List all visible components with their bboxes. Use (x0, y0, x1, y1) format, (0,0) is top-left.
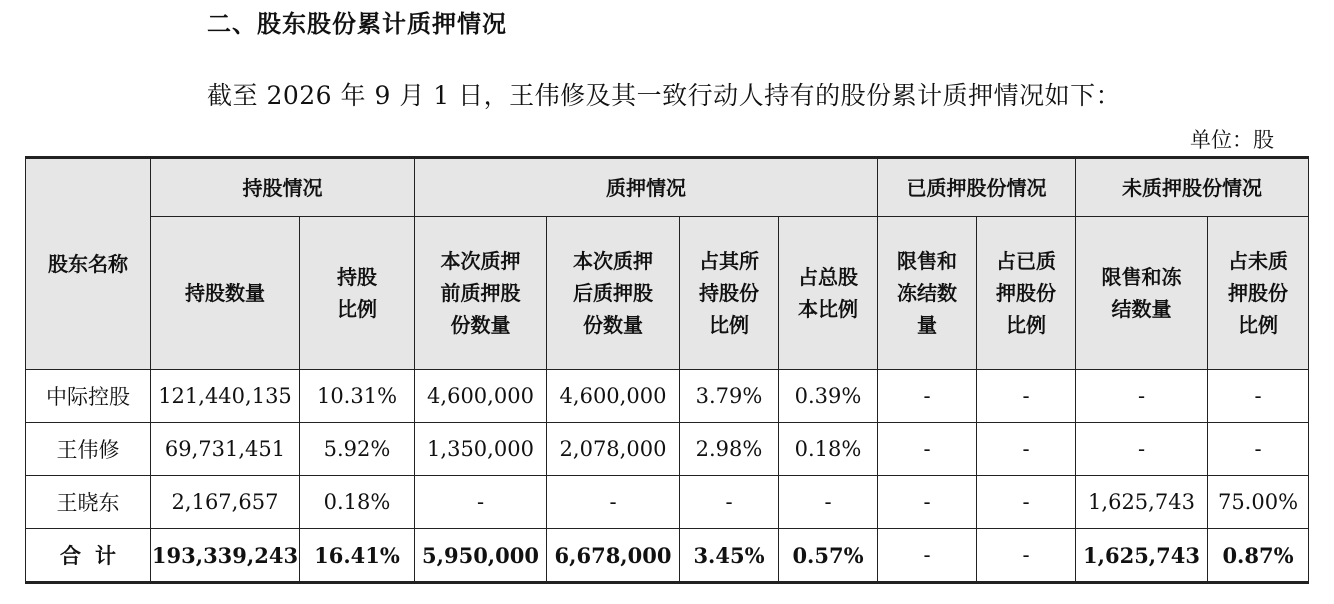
table-cell: - (1076, 370, 1208, 423)
table-cell: - (977, 423, 1076, 476)
total-cell: - (977, 529, 1076, 583)
pledge-table (25, 156, 1309, 584)
table-cell: 4,600,000 (415, 370, 547, 423)
header-shareholder-name: 股东名称 (26, 158, 151, 370)
table-row (26, 370, 1309, 423)
header-group-holding: 持股情况 (151, 158, 415, 217)
header-group-pledge: 质押情况 (415, 158, 878, 217)
intro-paragraph: 截至 2026 年 9 月 1 日，王伟修及其一致行动人持有的股份累计质押情况如下： (207, 81, 1122, 110)
table-cell: - (878, 476, 977, 529)
section-heading: 二、股东股份累计质押情况 (207, 10, 507, 38)
shareholder-name: 中际控股 (26, 370, 151, 423)
table-cell: 0.39% (779, 370, 878, 423)
shareholder-name: 王伟修 (26, 423, 151, 476)
header-col: 占其所 持股份 比例 (680, 217, 779, 370)
table-cell: - (547, 476, 680, 529)
table-cell: - (1076, 423, 1208, 476)
total-cell: 16.41% (300, 529, 415, 583)
table-cell: 5.92% (300, 423, 415, 476)
header-col: 占已质 押股份 比例 (977, 217, 1076, 370)
table-cell: 69,731,451 (151, 423, 300, 476)
shareholder-name: 王晓东 (26, 476, 151, 529)
table-cell: - (1208, 370, 1309, 423)
table-cell: 4,600,000 (547, 370, 680, 423)
total-cell: 193,339,243 (151, 529, 300, 583)
table-row (26, 423, 1309, 476)
table-cell: 10.31% (300, 370, 415, 423)
total-cell: - (878, 529, 977, 583)
table-cell: - (977, 476, 1076, 529)
table-cell: 1,350,000 (415, 423, 547, 476)
table-cell: 3.79% (680, 370, 779, 423)
table-cell: - (878, 370, 977, 423)
header-col: 限售和冻 结数量 (1076, 217, 1208, 370)
header-group-unpledged-shares: 未质押股份情况 (1076, 158, 1309, 217)
total-cell: 0.87% (1208, 529, 1309, 583)
table-cell: 121,440,135 (151, 370, 300, 423)
header-row-columns (26, 217, 1309, 370)
table-cell: 2,167,657 (151, 476, 300, 529)
table-row (26, 476, 1309, 529)
total-cell: 1,625,743 (1076, 529, 1208, 583)
table-cell: - (1208, 423, 1309, 476)
header-col: 本次质押 前质押股 份数量 (415, 217, 547, 370)
table-cell: - (779, 476, 878, 529)
table-cell: 2,078,000 (547, 423, 680, 476)
header-col: 限售和 冻结数 量 (878, 217, 977, 370)
table-cell: 0.18% (779, 423, 878, 476)
header-col: 占未质 押股份 比例 (1208, 217, 1309, 370)
header-row-groups (26, 158, 1309, 217)
table-cell: 2.98% (680, 423, 779, 476)
total-row (26, 529, 1309, 583)
header-group-pledged-shares: 已质押股份情况 (878, 158, 1076, 217)
header-col: 持股 比例 (300, 217, 415, 370)
header-col: 持股数量 (151, 217, 300, 370)
table-cell: - (415, 476, 547, 529)
total-cell: 0.57% (779, 529, 878, 583)
header-col: 本次质押 后质押股 份数量 (547, 217, 680, 370)
total-cell: 6,678,000 (547, 529, 680, 583)
table-cell: 75.00% (1208, 476, 1309, 529)
total-cell: 3.45% (680, 529, 779, 583)
total-label: 合计 (26, 529, 151, 583)
table-cell: - (878, 423, 977, 476)
table-cell: - (977, 370, 1076, 423)
table-cell: - (680, 476, 779, 529)
unit-label: 单位：股 (1190, 128, 1274, 152)
table-cell: 0.18% (300, 476, 415, 529)
table-cell: 1,625,743 (1076, 476, 1208, 529)
header-col: 占总股 本比例 (779, 217, 878, 370)
total-cell: 5,950,000 (415, 529, 547, 583)
